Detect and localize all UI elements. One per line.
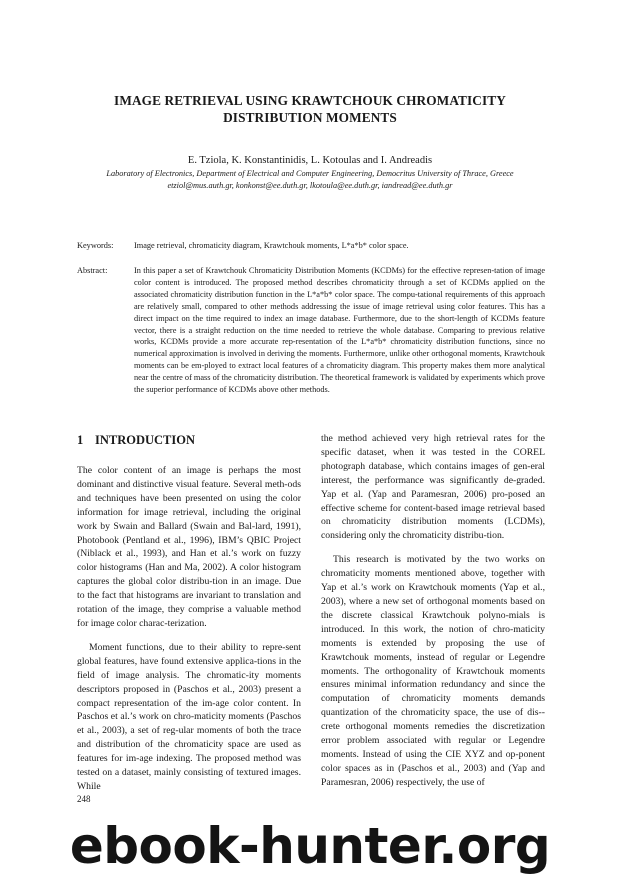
section-number: 1 (77, 433, 84, 447)
author-list: E. Tziola, K. Konstantinidis, L. Kotoulas and I. Andreadis (187, 155, 433, 166)
intro-paragraph-2: Moment functions, due to their ability to repre-sent global features, have found extensive applica-tions in the field of image analysis. The chromatic-ity moments descriptors proposed in (Paschos et al., 2003) present a compact representation of the im-age color content. In Paschos et al.’s work on chro-maticity moments (Paschos et al., 2003), a set of reg-ular moments of both the trace and distribution of the chromaticity space are used as features for im-age indexing. The proposed method was tested on a dataset, mainly consisting of textured images. While (77, 641, 301, 792)
intro-paragraph-1: The color content of an image is perhaps the most dominant and distinctive visual feature. Several meth-ods and techniques have been presented on using the color information for image retrieval, including the original work by Swain and Ballard (Swain and Bal-lard, 1991), Photobook (Pentland et al., 1996), IBM’s QBIC Project (Niblack et al., 1993), and Han et al.’s work on fuzzy color histograms (Han and Ma, 2002). A color histogram captures the global color distribu-tion in an image. Due to the fact that histograms are invariant to translation and rotation of the image, they comprise a valuable method for image color charac-terization. (77, 465, 301, 629)
keywords-label: Keywords: (77, 241, 114, 250)
abstract-label: Abstract: (77, 266, 108, 275)
title-line-2: DISTRIBUTION MOMENTS (223, 110, 397, 125)
author-emails: etziol@mus.auth.gr, konkonst@ee.duth.gr, lkotoula@ee.duth.gr, iandread@ee.duth.gr (167, 181, 453, 190)
keywords-text: Image retrieval, chromaticity diagram, Krawtchouk moments, L*a*b* color space. (134, 241, 409, 250)
paper-title (60, 92, 560, 126)
page-number: 248 (77, 794, 91, 804)
section-heading (77, 432, 301, 448)
intro-paragraph-4: This research is motivated by the two works on chromaticity moments mentioned above, together with Yap et al.’s work on Krawtchouk moments (Yap et al., 2003), where a new set of orthogonal moments based on the discrete classical Krawtchouk polyno-mials is introduced. In this work, the notion of chro-maticity moments is extended by proposing the use of Krawtchouk moments, instead of regular or Legendre moments. The orthogonality of Krawtchouk moments ensures minimal information redundancy and since the computation of chromaticity moments demands quantization of the chromaticity space, the use of dis-crete orthogonal moments remedies the discretization error problem associated with regular or Legendre moments. Instead of using the CIE XYZ and op-ponent color spaces as in (Paschos et al., 2003) and (Yap and Paramesran, 2006) respectively, the use of (321, 554, 545, 788)
watermark-text: ebook-hunter.org (69, 817, 551, 875)
affiliation: Laboratory of Electronics, Department of Electrical and Computer Engineering, Democritus University of Thrace, Greece (106, 169, 514, 178)
abstract-text: In this paper a set of Krawtchouk Chromaticity Distribution Moments (KCDMs) for the effective represen-tation of image color content is introduced. The proposed method describes chromaticity through a set of KCDMs applied on the associated chromaticity distribution function in the L*a*b* color space. The compu-tational requirements of this approach are relatively small, compared to other methods addressing the issue of image retrieval using color features. This has a direct impact on the time required to index an image database. Furthermore, due to the short-length of KCDMs feature vector, there is a straight reduction on the time needed to retrieve the whole database. Comparing to previous relative works, KCDMs provide a more accurate rep-resentation of the L*a*b* chromaticity distribution functions, since no numerical approximation is involved in deriving the moments. Furthermore, unlike other orthogonal moments, Krawtchouk moments can be em-ployed to extract local features of a chromaticity diagram. This property makes them more analytical near the centre of mass of the chromaticity distribution. The theoretical framework is validated by experiments which prove the superior performance of KCDMs above other methods. (134, 266, 545, 395)
section-title: INTRODUCTION (95, 433, 196, 447)
left-column (77, 432, 301, 794)
intro-paragraph-3: the method achieved very high retrieval rates for the specific dataset, when it was tested in the COREL photograph database, which contains images of gen-eral interest, the performance was significantly de-graded. Yap et al. (Yap and Paramesran, 2006) pro-posed an effective scheme for content-based image retrieval based on chromaticity distribution moments (LCDMs), considering only the chromaticity distribu-tion. (321, 433, 545, 542)
title-line-1: IMAGE RETRIEVAL USING KRAWTCHOUK CHROMATICITY (114, 93, 506, 108)
right-column (321, 432, 545, 790)
